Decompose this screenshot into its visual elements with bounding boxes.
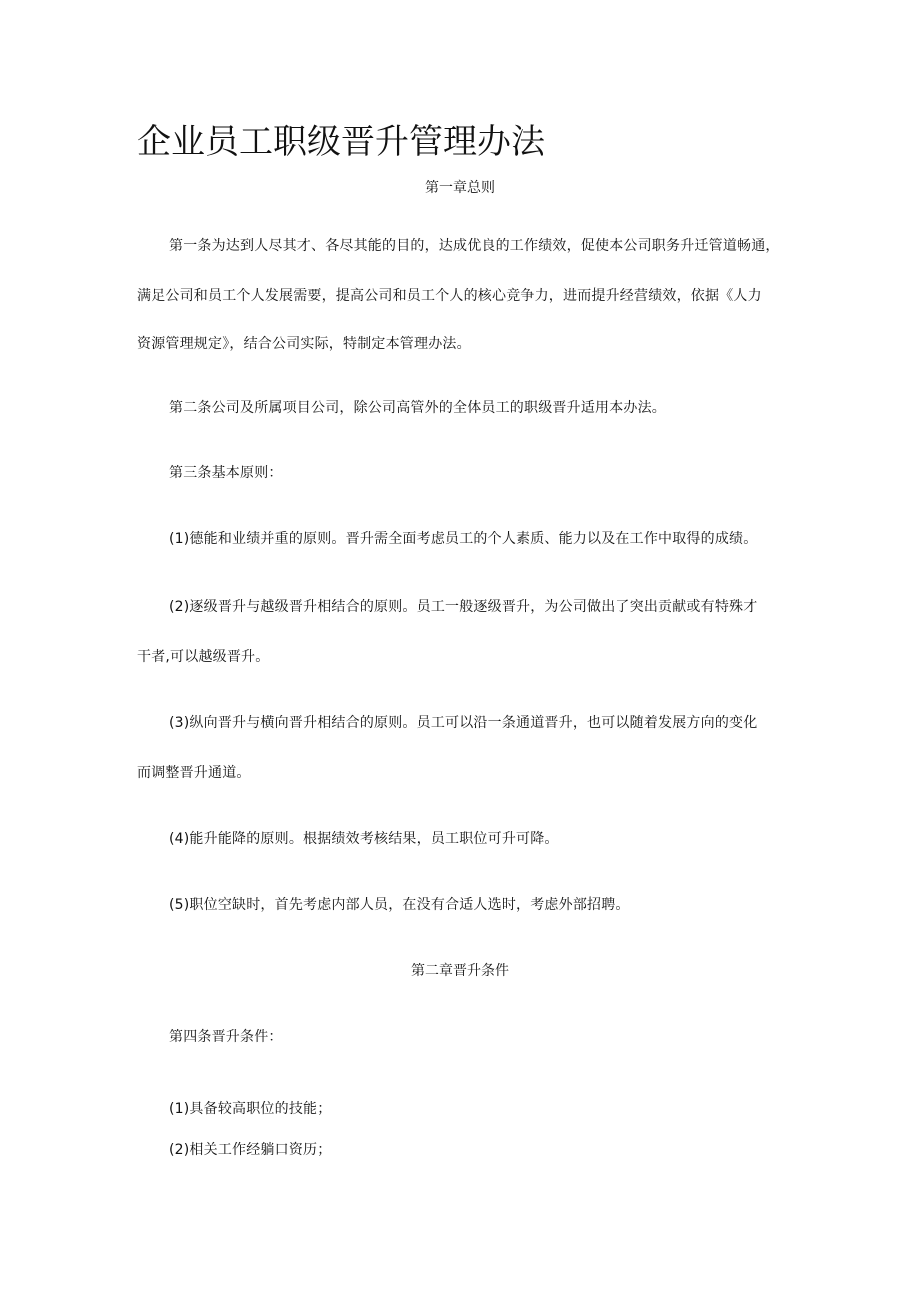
article-1-line-1: 第一条为达到人尽其才、各尽其能的目的，达成优良的工作绩效，促使本公司职务升迁管道畅通， bbox=[169, 238, 780, 254]
principle-3-line-1: (3)纵向晋升与横向晋升相结合的原则。员工可以沿一条通道晋升，也可以随着发展方向的变化 bbox=[169, 715, 758, 731]
condition-1: (1)具备较高职位的技能； bbox=[169, 1101, 332, 1117]
article-2: 第二条公司及所属项目公司，除公司高管外的全体员工的职级晋升适用本办法。 bbox=[169, 400, 666, 416]
principle-5: (5)职位空缺时，首先考虑内部人员，在没有合适人选时，考虑外部招聘。 bbox=[169, 897, 630, 913]
principle-3-line-2: 而调整晋升通道。 bbox=[137, 765, 251, 781]
article-1-line-2: 满足公司和员工个人发展需要，提高公司和员工个人的核心竞争力，进而提升经营绩效，依据《人力 bbox=[137, 288, 762, 304]
condition-2: (2)相关工作经躺口资历； bbox=[169, 1142, 332, 1158]
document-title: 企业员工职级晋升管理办法 bbox=[137, 122, 545, 162]
article-3: 第三条基本原则： bbox=[169, 465, 283, 481]
principle-2-line-2: 干者,可以越级晋升。 bbox=[137, 649, 270, 665]
principle-1: (1)德能和业绩并重的原则。晋升需全面考虑员工的个人素质、能力以及在工作中取得的成绩。 bbox=[169, 531, 758, 547]
article-1-line-3: 资源管理规定》，结合公司实际，特制定本管理办法。 bbox=[137, 336, 471, 352]
chapter-heading-2: 第二章晋升条件 bbox=[411, 963, 509, 979]
principle-2-line-1: (2)逐级晋升与越级晋升相结合的原则。员工一般逐级晋升，为公司做出了突出贡献或有特殊才 bbox=[169, 599, 758, 615]
chapter-heading-1: 第一章总则 bbox=[425, 180, 495, 196]
article-4: 第四条晋升条件： bbox=[169, 1029, 283, 1045]
principle-4: (4)能升能降的原则。根据绩效考核结果，员工职位可升可降。 bbox=[169, 831, 559, 847]
